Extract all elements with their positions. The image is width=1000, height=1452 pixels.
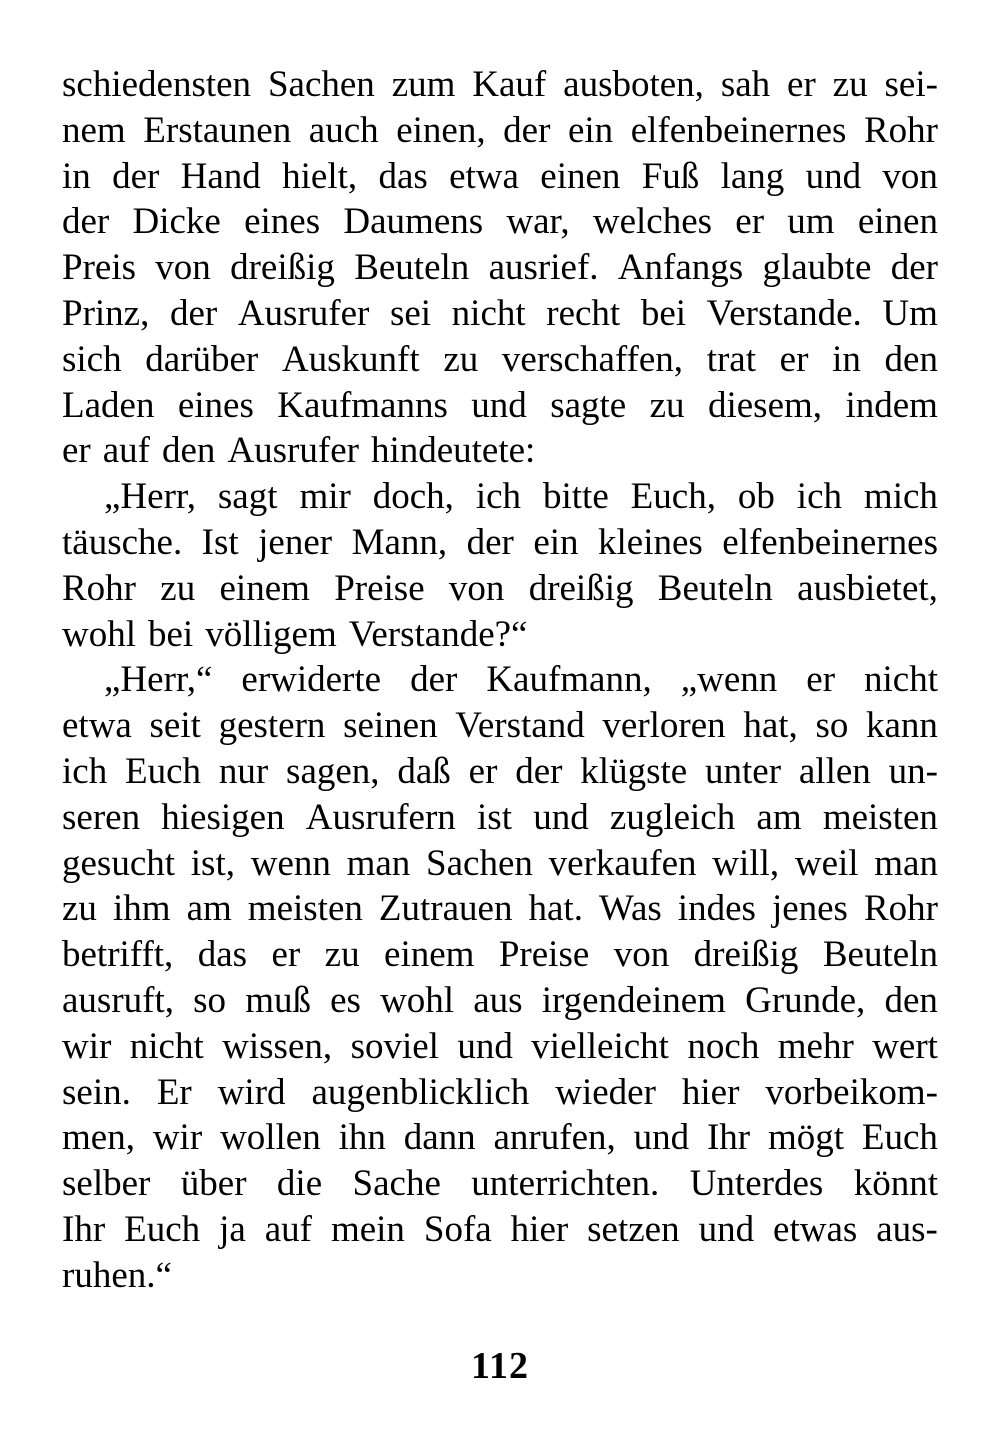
word: recht	[546, 292, 621, 334]
word: war,	[506, 201, 570, 243]
word: seit	[149, 705, 201, 747]
word: selber	[62, 1163, 151, 1205]
word: Euch,	[630, 476, 716, 518]
word: und	[805, 155, 862, 197]
word: ich	[475, 476, 522, 518]
word: hier	[681, 1071, 740, 1113]
word: klügste	[580, 750, 688, 792]
text-line	[62, 1115, 938, 1161]
word: soviel	[350, 1025, 439, 1067]
word: Preis	[62, 247, 136, 289]
word: „Herr,“	[104, 659, 213, 701]
word: in	[832, 338, 861, 380]
word: etwa	[449, 155, 519, 197]
word: ein	[567, 109, 614, 151]
word: Daumens	[343, 201, 484, 243]
word: nicht	[129, 1025, 204, 1067]
word: noch	[687, 1025, 760, 1067]
word: sich	[62, 338, 122, 380]
text-line	[62, 245, 938, 291]
word: er	[779, 338, 809, 380]
word: muß	[245, 979, 311, 1021]
word: wieder	[555, 1071, 656, 1113]
word: hielt,	[282, 155, 358, 197]
word: Erstaunen	[143, 109, 292, 151]
text-line	[62, 1253, 938, 1299]
word: Dicke	[132, 201, 221, 243]
word: der	[169, 292, 218, 334]
word: zu	[160, 567, 196, 609]
word: Sachen	[267, 64, 375, 105]
page-number: 112	[471, 1345, 529, 1387]
word: das	[197, 934, 248, 976]
word: dreißig	[230, 247, 335, 289]
word: der	[515, 750, 563, 792]
word: es	[330, 979, 361, 1021]
word: darüber	[145, 338, 259, 380]
word: ausbietet,	[797, 567, 938, 609]
word: setzen	[587, 1208, 680, 1250]
word: Rohr	[864, 888, 938, 930]
word: glaubte	[762, 247, 872, 289]
word: hat.	[528, 888, 583, 930]
word: Sache	[352, 1163, 441, 1205]
word: man	[874, 842, 938, 884]
word: Hand	[180, 155, 261, 197]
word: elfenbeinernes	[630, 109, 847, 151]
word: ich	[62, 750, 108, 792]
word: völligem	[205, 613, 337, 655]
word: der	[410, 659, 458, 701]
word: weil	[794, 842, 859, 884]
word: Unterdes	[689, 1163, 824, 1205]
word: ein	[533, 521, 579, 563]
word: von	[155, 247, 211, 289]
word: Euch	[861, 1117, 938, 1159]
word: um	[787, 201, 835, 243]
word: und	[698, 1208, 755, 1250]
word: eines	[177, 384, 254, 426]
word: von	[613, 934, 670, 976]
word: „Herr,	[104, 476, 196, 518]
page-body	[62, 62, 938, 1299]
word: Was	[598, 888, 662, 930]
word: wohl	[62, 613, 136, 655]
word: der	[466, 521, 514, 563]
word: bitte	[542, 476, 609, 518]
word: täusche.	[62, 521, 183, 563]
word: Sofa	[423, 1208, 492, 1250]
text-line	[62, 1161, 938, 1207]
word: der	[112, 155, 160, 197]
word: vorbeikom-	[765, 1071, 938, 1113]
word: verloren	[602, 705, 726, 747]
text-line	[62, 62, 938, 108]
text-line	[62, 520, 938, 566]
word: diesem,	[707, 384, 823, 426]
word: mir	[299, 476, 351, 518]
word: auf	[264, 1208, 312, 1250]
word: zu	[62, 888, 97, 930]
word: Laden	[62, 384, 155, 426]
text-line	[62, 886, 938, 932]
word: men,	[62, 1117, 135, 1159]
word: seren	[62, 796, 141, 838]
word: etwas	[773, 1208, 858, 1250]
word: Anfangs	[617, 247, 744, 289]
word: der	[503, 109, 551, 151]
word: mich	[863, 476, 938, 518]
word: ist	[477, 796, 512, 838]
word: unterrichten.	[471, 1163, 660, 1205]
word: zu	[649, 384, 685, 426]
word: elfenbeinernes	[722, 521, 938, 563]
word: seinen	[343, 705, 438, 747]
text-line	[62, 841, 938, 887]
word: anrufen,	[493, 1117, 616, 1159]
word: wir	[62, 1025, 112, 1067]
word: schiedensten	[62, 64, 252, 105]
word: Fuß	[641, 155, 700, 197]
word: hiesigen	[161, 796, 285, 838]
word: ja	[219, 1208, 246, 1250]
word: am	[186, 888, 232, 930]
word: zu	[443, 338, 479, 380]
word: hat,	[743, 705, 798, 747]
word: Ausrufern	[305, 796, 456, 838]
word: nem	[62, 109, 126, 151]
word: indes	[677, 888, 756, 930]
word: ich	[796, 476, 842, 518]
text-line	[62, 749, 938, 795]
word: der	[62, 201, 110, 243]
text-line	[62, 1207, 938, 1253]
word: hier	[510, 1208, 569, 1250]
word: Ausrufer	[227, 430, 359, 472]
word: er	[468, 750, 498, 792]
word: ist,	[190, 842, 235, 884]
text-line	[62, 657, 938, 703]
text-line	[62, 612, 938, 658]
word: wir	[152, 1117, 203, 1159]
word: Um	[882, 292, 938, 334]
word: dreißig	[528, 567, 634, 609]
word: sein.	[62, 1071, 131, 1113]
word: Kaufmann,	[486, 659, 652, 701]
word: könnt	[853, 1163, 938, 1205]
word: unter	[705, 750, 782, 792]
word: Kaufmanns	[277, 384, 448, 426]
word: er	[271, 934, 301, 976]
word: Beuteln	[657, 567, 773, 609]
word: ihm	[112, 888, 171, 930]
word: nicht	[864, 659, 938, 701]
word: und	[633, 1117, 690, 1159]
word: nicht	[451, 292, 526, 334]
word: wird	[217, 1071, 286, 1113]
word: jenes	[771, 888, 848, 930]
paragraph	[62, 657, 938, 1298]
word: aus-	[876, 1208, 938, 1250]
word: wissen,	[222, 1025, 333, 1067]
word: Auskunft	[281, 338, 420, 380]
word: einen	[540, 155, 621, 197]
word: augenblicklich	[311, 1071, 530, 1113]
word: ausrief.	[488, 247, 599, 289]
word: den	[162, 430, 216, 472]
word: Prinz,	[62, 292, 150, 334]
word: kleines	[598, 521, 703, 563]
word: der	[890, 247, 938, 289]
word: lang	[720, 155, 785, 197]
word: doch,	[372, 476, 454, 518]
word: zu	[324, 934, 360, 976]
word: einen	[857, 201, 938, 243]
word: mehr	[777, 1025, 854, 1067]
word: sagt	[217, 476, 278, 518]
word: sei-	[884, 64, 938, 105]
word: dreißig	[693, 934, 799, 976]
word: „wenn	[680, 659, 778, 701]
word: wert	[872, 1025, 938, 1067]
word: Verstand	[455, 705, 585, 747]
text-line	[62, 291, 938, 337]
word: sah	[720, 64, 771, 105]
word: und	[457, 1025, 513, 1067]
word: Beuteln	[822, 934, 938, 976]
word: am	[756, 796, 802, 838]
text-line	[62, 795, 938, 841]
word: Zutrauen	[378, 888, 513, 930]
word: wenn	[250, 842, 331, 884]
word: sei	[389, 292, 432, 334]
word: vielleicht	[531, 1025, 669, 1067]
word: mögt	[767, 1117, 845, 1159]
word: über	[180, 1163, 247, 1205]
word: allen	[798, 750, 871, 792]
word: mein	[330, 1208, 405, 1250]
word: er	[735, 201, 765, 243]
word: irgendeinem	[541, 979, 726, 1021]
word: zugleich	[609, 796, 736, 838]
word: Sachen	[426, 842, 533, 884]
word: ruhen.“	[62, 1254, 172, 1296]
word: von	[882, 155, 938, 197]
word: Preise	[334, 567, 425, 609]
word: auch	[308, 109, 379, 151]
word: gestern	[218, 705, 326, 747]
word: in	[62, 155, 91, 197]
word: Ihr	[706, 1117, 751, 1159]
word: von	[448, 567, 505, 609]
word: er	[62, 430, 91, 472]
word: welches	[592, 201, 713, 243]
word: betrifft,	[62, 934, 174, 976]
word: Euch	[125, 750, 202, 792]
word: meisten	[247, 888, 363, 930]
word: etwa	[62, 705, 132, 747]
word: einem	[384, 934, 475, 976]
text-line	[62, 383, 938, 429]
word: so	[193, 979, 227, 1021]
word: nur	[218, 750, 269, 792]
word: er	[806, 659, 836, 701]
word: aus	[473, 979, 523, 1021]
word: Grunde,	[745, 979, 866, 1021]
word: Preise	[498, 934, 590, 976]
word: ihn	[338, 1117, 386, 1159]
word: Euch	[124, 1208, 201, 1250]
word: Rohr	[62, 567, 136, 609]
word: verschaffen,	[501, 338, 684, 380]
word: jener	[258, 521, 333, 563]
word: indem	[845, 384, 938, 426]
word: bei	[148, 613, 194, 655]
word: Ausrufer	[237, 292, 370, 334]
word: wollen	[220, 1117, 321, 1159]
word: verkaufen	[548, 842, 697, 884]
word: Mann,	[351, 521, 448, 563]
word: daß	[397, 750, 451, 792]
word: den	[884, 979, 938, 1021]
text-line	[62, 337, 938, 383]
text-line	[62, 566, 938, 612]
word: sagen,	[286, 750, 380, 792]
text-line	[62, 474, 938, 520]
word: einem	[219, 567, 310, 609]
word: einen,	[396, 109, 486, 151]
word: Ist	[201, 521, 239, 563]
word: man	[346, 842, 411, 884]
text-line	[62, 978, 938, 1024]
word: ausruft,	[62, 979, 174, 1021]
word: ausboten,	[563, 64, 704, 105]
word: trat	[706, 338, 757, 380]
word: und	[471, 384, 527, 426]
paragraph	[62, 474, 938, 657]
text-line	[62, 703, 938, 749]
word: und	[533, 796, 589, 838]
word: will,	[712, 842, 780, 884]
word: den	[884, 338, 938, 380]
word: so	[815, 705, 849, 747]
word: bei	[640, 292, 687, 334]
word: un-	[888, 750, 938, 792]
word: sagte	[550, 384, 627, 426]
word: das	[378, 155, 428, 197]
word: zum	[391, 64, 456, 105]
text-line	[62, 932, 938, 978]
word: Ihr	[62, 1208, 106, 1250]
text-line	[62, 1024, 938, 1070]
text-line	[62, 428, 938, 474]
word: hindeutete:	[370, 430, 536, 472]
word: Beuteln	[354, 247, 470, 289]
text-line	[62, 1070, 938, 1116]
word: eines	[244, 201, 321, 243]
word: zu	[832, 64, 868, 105]
word: die	[276, 1163, 323, 1205]
word: Er	[156, 1071, 192, 1113]
word: er	[787, 64, 816, 105]
text-line	[62, 108, 938, 154]
word: Rohr	[864, 109, 938, 151]
word: wohl	[380, 979, 455, 1021]
word: Kauf	[472, 64, 547, 105]
text-line	[62, 199, 938, 245]
word: dann	[403, 1117, 476, 1159]
word: gesucht	[62, 842, 176, 884]
word: kann	[866, 705, 938, 747]
word: Verstande.	[706, 292, 862, 334]
word: ob	[737, 476, 775, 518]
word: meisten	[822, 796, 938, 838]
word: Verstande?“	[348, 613, 528, 655]
word: erwiderte	[241, 659, 382, 701]
word: auf	[102, 430, 150, 472]
text-line	[62, 154, 938, 200]
paragraph	[62, 62, 938, 474]
